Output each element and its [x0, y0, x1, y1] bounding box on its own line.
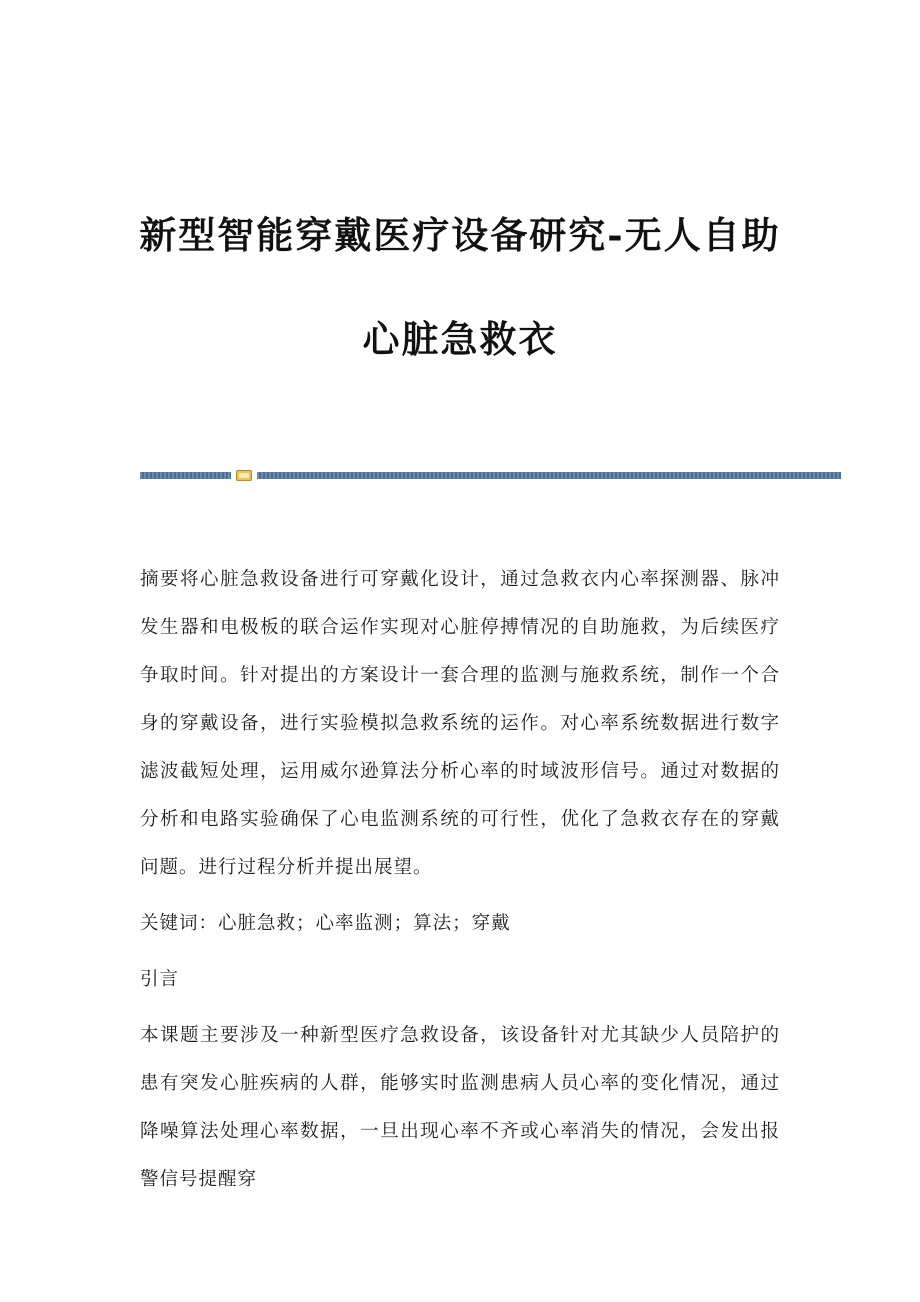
- keyword-item: 心脏急救: [218, 913, 297, 934]
- keyword-item: 心率监测: [315, 913, 394, 934]
- keyword-separator: ；: [452, 913, 472, 934]
- keywords-label: 关键词：: [140, 913, 219, 934]
- document-title-line-2: 心脏急救衣: [362, 317, 558, 361]
- divider-emblem-icon: [236, 470, 252, 481]
- keyword-separator: ；: [393, 913, 414, 934]
- intro-section: [140, 1012, 780, 1204]
- title-divider: [140, 471, 841, 481]
- keyword-separator: ；: [296, 913, 316, 934]
- intro-heading: 引言: [140, 969, 180, 990]
- keywords-section: [140, 900, 780, 948]
- abstract-section: [140, 556, 780, 892]
- intro-paragraph: 本课题主要涉及一种新型医疗急救设备，该设备针对尤其缺少人员陪护的患有突发心脏疾病的人群，能够实时监测患病人员心率的变化情况，通过降噪算法处理心率数据，一旦出现心率不齐或心率消失的情况，会发出报警信号提醒穿: [140, 1025, 780, 1190]
- intro-heading-section: [140, 956, 780, 1004]
- document-title-line-1: 新型智能穿戴医疗设备研究-无人自助: [139, 213, 781, 257]
- divider-bar-right: [257, 472, 841, 479]
- divider-bar-left: [140, 472, 231, 479]
- keyword-item: 算法: [413, 913, 453, 934]
- keyword-item: 穿戴: [471, 913, 511, 934]
- abstract-paragraph: 摘要将心脏急救设备进行可穿戴化设计，通过急救衣内心率探测器、脉冲发生器和电极板的联合运作实现对心脏停搏情况的自助施救，为后续医疗争取时间。针对提出的方案设计一套合理的监测与施救系统，制作一个合身的穿戴设备，进行实验模拟急救系统的运作。对心率系统数据进行数字滤波截短处理，运用威尔逊算法分析心率的时域波形信号。通过对数据的分析和电路实验确保了心电监测系统的可行性，优化了急救衣存在的穿戴问题。进行过程分析并提出展望。: [140, 569, 780, 878]
